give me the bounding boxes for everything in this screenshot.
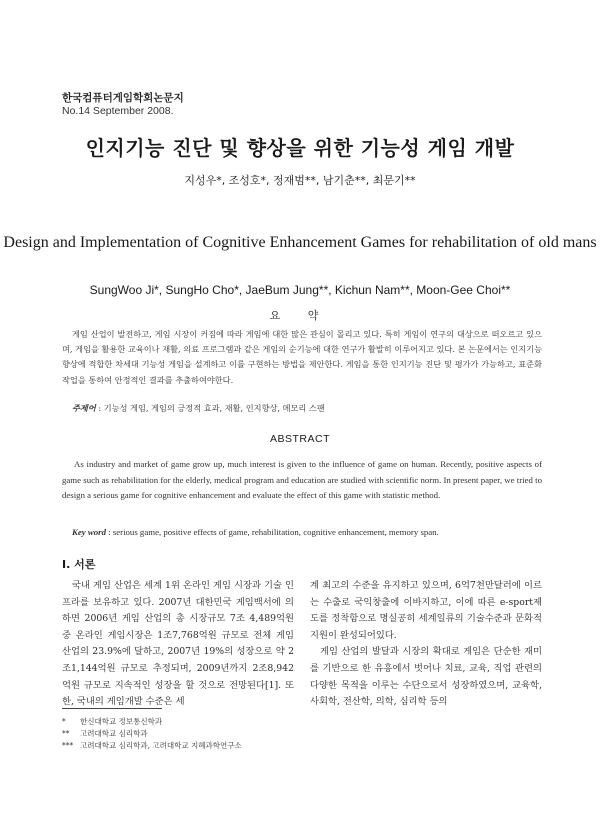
footnote-text: 한신대학교 정보통신학과 xyxy=(80,717,163,726)
body-paragraph: 게임 산업의 발달과 시장의 확대로 게임은 단순한 재미를 기반으로 한 유흥에서 벗어나 치료, 교육, 직업 관련의 다양한 목적을 이루는 수단으로서 성장하였으며, 교육학, 사회학, 전산학, 의학, 심리학 등의 xyxy=(310,646,542,708)
footnote xyxy=(62,716,242,728)
korean-abstract-heading: 요 약 xyxy=(269,309,331,322)
footnote xyxy=(62,728,242,740)
english-abstract-heading: ABSTRACT xyxy=(269,433,330,445)
journal-issue: No.14 September 2008. xyxy=(62,105,174,117)
body-column-left xyxy=(62,578,294,711)
english-authors: SungWoo Ji*, SungHo Cho*, JaeBum Jung**, Kichun Nam**, Moon-Gee Choi** xyxy=(89,283,511,297)
footnote-divider xyxy=(62,708,162,709)
english-abstract-body: As industry and market of game grow up, much interest is given to the influence of game on human. Recently, positive aspects of game such as rehabilitation for the elderly, medical program and education are studied with scientific norm. In present paper, we tried to design a serious game for cognitive enhancement and evaluate the effect of this game with statistic method. xyxy=(62,459,542,501)
footnotes xyxy=(62,716,242,752)
footnote-text: 고려대학교 심리학과 xyxy=(80,729,148,738)
section-heading-introduction: Ⅰ. 서론 xyxy=(62,558,96,571)
footnote-mark: * xyxy=(62,717,66,726)
journal-name: 한국컴퓨터게임학회논문지 xyxy=(62,92,184,104)
korean-abstract-body: 게임 산업이 발전하고, 게임 시장이 커짐에 따라 게임에 대한 많은 관심이 몰리고 있다. 특히 게임이 연구의 대상으로 떠오르고 있으며, 게임을 활용한 교육이나 재활, 의료 프로그램과 같은 게임의 순기능에 대한 연구가 활발히 이루어지고 있다. 본 논문에서는 인지기능 향상에 적합한 차세대 기능성 게임을 설계하고 이를 구현하는 방법을 제안한다. 게임을 통한 인지기능 진단 및 평가가 가능하고, 표준화 작업을 통하여 안정적인 결과를 추출하여야한다. xyxy=(62,329,542,385)
footnote-mark: ** xyxy=(62,729,70,738)
korean-keywords-text: : 기능성 게임, 게임의 긍정적 효과, 재활, 인지향상, 메모리 스팬 xyxy=(98,403,325,413)
body-column-right xyxy=(310,578,542,711)
english-keywords xyxy=(72,527,439,537)
english-keywords-text: : serious game, positive effects of game, rehabilitation, cognitive enhancement, memory span. xyxy=(108,527,439,537)
footnote-text: 고려대학교 심리학과, 고려대학교 지혜과학연구소 xyxy=(80,741,242,750)
korean-keywords-label: 주제어 xyxy=(72,403,96,413)
footnote-mark: *** xyxy=(62,741,74,750)
body-paragraph: 국내 게임 산업은 세계 1위 온라인 게임 시장과 기술 인프라를 보유하고 있다. 2007년 대한민국 게임백서에 의하면 2006년 게임 산업의 총 시장규모 7조 4,489억원 중 온라인 게임시장은 1조7,768억원 규모로 전체 게임 산업의 23.9%에 달하고, 2007년 19%의 성장으로 약 2조1,144억원 규모로 추정되며, 2009년까지 2조8,942억원 규모로 지속적인 성장을 할 것으로 전망된다[1]. 또한, 국내의 게임개발 수준은 세 xyxy=(62,580,294,708)
korean-keywords xyxy=(72,403,325,414)
korean-authors: 지성우*, 조성호*, 정재범**, 남기춘**, 최문기** xyxy=(184,174,416,187)
english-keywords-label: Key word xyxy=(72,527,106,537)
korean-title: 인지기능 진단 및 향상을 위한 기능성 게임 개발 xyxy=(85,136,515,160)
journal-header xyxy=(62,92,184,118)
body-paragraph: 계 최고의 수준을 유지하고 있으며, 6억7천만달러에 이르는 수출로 국익창출에 이바지하고, 이에 따른 e-sport제도를 정착함으로 명실공히 세계일류의 기술수준과 문화적 지원이 완성되어있다. xyxy=(310,580,542,641)
english-title: Design and Implementation of Cognitive Enhancement Games for rehabilitation of old mans xyxy=(3,234,597,251)
footnote xyxy=(62,740,242,752)
